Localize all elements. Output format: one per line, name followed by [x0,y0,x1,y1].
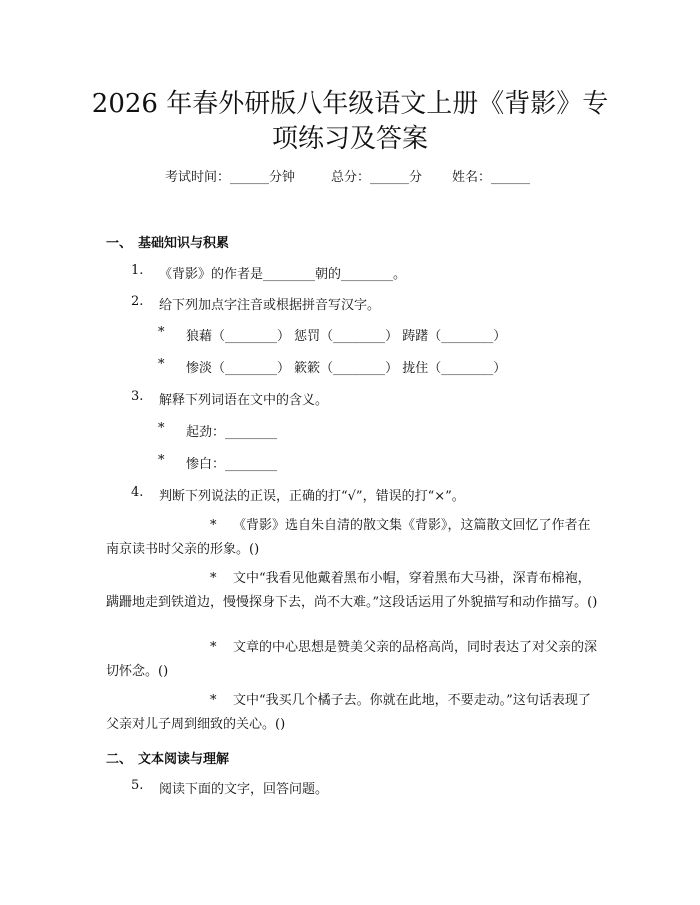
q3-number: 3. [131,389,144,404]
bullet-icon: * [210,640,217,655]
q2-text: 给下列加点字注音或根据拼音写汉字。 [159,298,381,313]
bullet-icon: * [210,518,217,533]
q4-text: 判断下列说法的正误，正确的打“√”，错误的打“×”。 [159,489,465,504]
q3-item2: 惨白：________ [186,457,278,472]
q2-row1: 狼藉（________） 惩罚（________） 踌躇（________） [186,329,507,344]
q5-number: 5. [131,778,144,793]
page-title-line1: 2026 年春外研版八年级语文上册《背影》专 [91,89,609,119]
q4-number: 4. [131,485,144,500]
q1-text: 《背影》的作者是________朝的________。 [159,267,407,282]
q1-number: 1. [131,263,144,278]
bullet-icon: * [158,453,165,468]
bullet-icon: * [158,357,165,372]
bullet-icon: * [158,421,165,436]
bullet-icon: * [210,571,217,586]
section2-heading: 文本阅读与理解 [138,752,230,767]
q4-statement-4 [106,689,602,737]
section1-heading: 基础知识与积累 [138,236,230,251]
q2-number: 2. [131,294,144,309]
q4-statement-4-text: 文中“我买几个橘子去。你就在此地，不要走动。”这句话表现了父亲对儿子周到细致的关心。() [106,693,591,732]
q4-statement-1-text: 《背影》选自朱自清的散文集《背影》，这篇散文回忆了作者在南京读书时父亲的形象。() [106,518,591,557]
bullet-icon: * [210,693,217,708]
q4-statement-3-text: 文章的中心思想是赞美父亲的品格高尚，同时表达了对父亲的深切怀念。() [106,640,598,679]
section1-number: 一、 [106,236,133,251]
q3-text: 解释下列词语在文中的含义。 [159,393,329,408]
section2-number: 二、 [106,752,133,767]
q4-statement-1 [106,514,602,562]
q4-statement-2 [106,567,602,615]
q4-statement-3 [106,636,602,684]
q4-statement-2-text: 文中“我看见他戴着黑布小帽，穿着黑布大马褂，深青布棉袍，蹒跚地走到铁道边，慢慢探身下去，尚不大难。”这段话运用了外貌描写和动作描写。() [106,571,598,610]
q5-text: 阅读下面的文字，回答问题。 [159,782,329,797]
q2-row2: 惨淡（________） 簌簌（________） 拢住（________） [186,361,507,376]
bullet-icon: * [158,325,165,340]
total-score-field: 总分：______分 [331,170,423,185]
name-field: 姓名：______ [452,170,531,185]
q3-item1: 起劲：________ [186,425,278,440]
page-title-line2: 项练习及答案 [271,124,428,154]
exam-time-field: 考试时间：______分钟 [165,170,296,185]
